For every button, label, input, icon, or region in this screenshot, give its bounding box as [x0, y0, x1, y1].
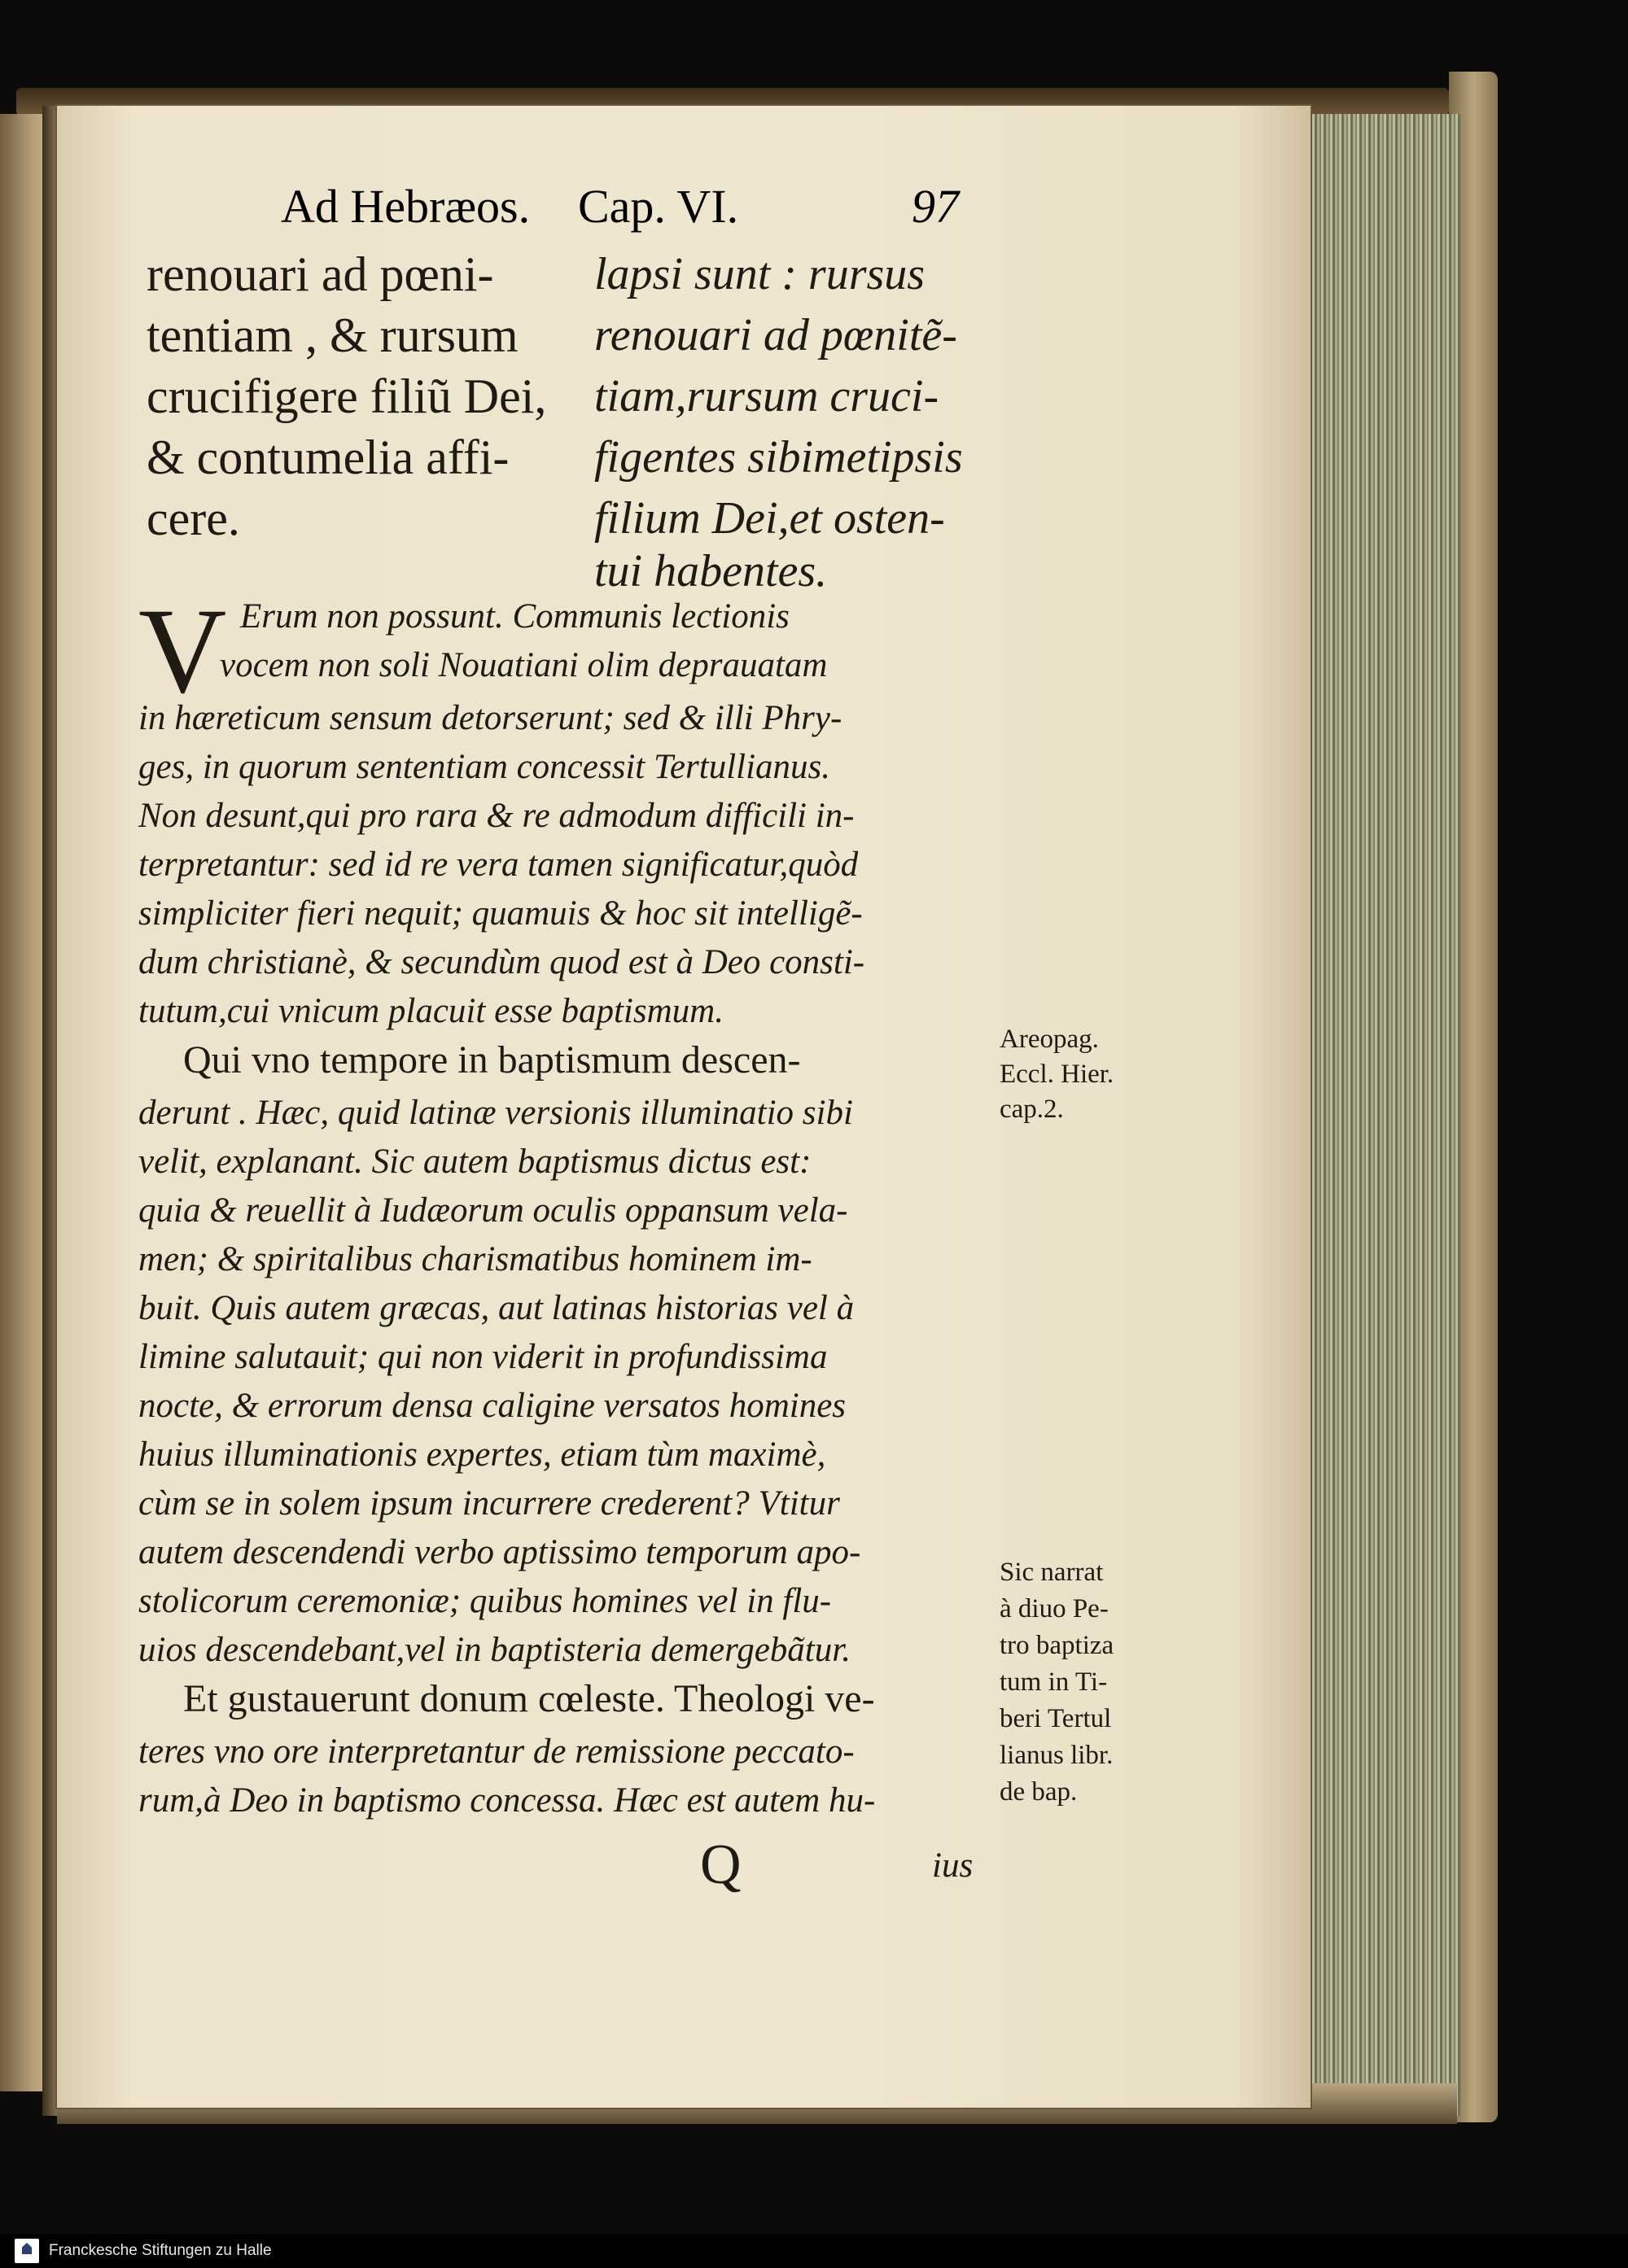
margin-note-line: Sic narrat	[1000, 1558, 1104, 1587]
verse-left-line: renouari ad pœni-	[147, 247, 494, 301]
drop-cap: V	[138, 583, 227, 719]
commentary-line: uios descendebant,vel in baptisteria demergebãtur.	[138, 1631, 851, 1669]
commentary-line: stolicorum ceremoniæ; quibus homines vel in flu-	[138, 1582, 832, 1620]
commentary-line: vocem non soli Nouatiani olim deprauatam	[220, 646, 828, 684]
running-head	[281, 179, 981, 236]
verse-left-line: & contumelia affi-	[147, 430, 510, 484]
verse-left-line: cere.	[147, 492, 240, 545]
margin-note-line: Eccl. Hier.	[1000, 1060, 1114, 1089]
catchword: ius	[932, 1846, 974, 1885]
commentary-line: in hæreticum sensum detorserunt; sed & illi Phry-	[138, 699, 842, 737]
running-head-title: Ad Hebræos.	[281, 180, 531, 233]
commentary-line: men; & spiritalibus charismatibus hominem im-	[138, 1240, 812, 1278]
commentary-line: nocte, & errorum densa caligine versatos homines	[138, 1387, 847, 1425]
commentary-line: teres vno ore interpretantur de remissione peccato-	[138, 1733, 855, 1771]
commentary-line: quia & reuellit à Iudæorum oculis oppansum vela-	[138, 1191, 848, 1230]
margin-note-line: beri Tertul	[1000, 1704, 1112, 1733]
running-head-chapter: Cap. VI.	[578, 180, 739, 233]
commentary-line: ges, in quorum sententiam concessit Tertullianus.	[138, 748, 831, 786]
commentary-line: Et gustauerunt donum cœleste. Theologi ve-	[183, 1677, 875, 1720]
margin-note-line: de bap.	[1000, 1777, 1078, 1807]
margin-note-line: Areopag.	[1000, 1025, 1099, 1054]
verse-right-line: filium Dei,et osten-	[594, 493, 945, 544]
margin-note-line: cap.2.	[1000, 1095, 1064, 1124]
margin-note-line: tum in Ti-	[1000, 1667, 1108, 1697]
commentary-line: dum christianè, & secundùm quod est à Deo consti-	[138, 943, 865, 981]
verse-left-line: tentiam , & rursum	[147, 308, 519, 362]
commentary-line: Qui vno tempore in baptismum descen-	[183, 1038, 801, 1082]
verse-right-line: renouari ad pœnitẽ-	[594, 310, 957, 361]
commentary-line: simpliciter fieri nequit; quamuis & hoc sit intelligẽ-	[138, 894, 863, 933]
commentary-line: buit. Quis autem græcas, aut latinas historias vel à	[138, 1289, 855, 1327]
verse-right-line: tiam,rursum cruci-	[594, 371, 939, 422]
institution-logo-icon	[15, 2239, 39, 2263]
footer-institution-name: Franckesche Stiftungen zu Halle	[49, 2242, 272, 2259]
commentary-line: velit, explanant. Sic autem baptismus dictus est:	[138, 1143, 812, 1181]
commentary-line: tutum,cui vnicum placuit esse baptismum.	[138, 992, 724, 1030]
commentary-line: huius illuminationis expertes, etiam tùm maximè,	[138, 1436, 826, 1474]
verse-right-line: tui habentes.	[594, 546, 828, 596]
footer-bar	[0, 2234, 1628, 2268]
margin-note-line: tro baptiza	[1000, 1631, 1114, 1660]
commentary-line: limine salutauit; qui non viderit in profundissima	[138, 1338, 828, 1376]
margin-note-line: lianus libr.	[1000, 1741, 1114, 1770]
commentary-line: Non desunt,qui pro rara & re admodum difficili in-	[138, 797, 855, 835]
page-block-edge	[1302, 114, 1460, 2116]
commentary-line: terpretantur: sed id re vera tamen significatur,quòd	[138, 846, 859, 884]
commentary-line: rum,à Deo in baptismo concessa. Hæc est autem hu-	[138, 1781, 876, 1820]
page-number: 97	[912, 180, 959, 233]
verse-right-line: lapsi sunt : rursus	[594, 249, 926, 299]
commentary-line: Erum non possunt. Communis lectionis	[240, 597, 790, 636]
verse-left-line: crucifigere filiũ Dei,	[147, 369, 547, 423]
margin-note-line: à diuo Pe-	[1000, 1594, 1109, 1623]
commentary-line: cùm se in solem ipsum incurrere crederent? Vtitur	[138, 1484, 840, 1523]
commentary-line: autem descendendi verbo aptissimo temporum apo-	[138, 1533, 861, 1571]
verse-right-line: figentes sibimetipsis	[594, 432, 963, 483]
commentary-line: derunt . Hæc, quid latinæ versionis illuminatio sibi	[138, 1094, 853, 1132]
signature-mark: Q	[700, 1833, 742, 1896]
